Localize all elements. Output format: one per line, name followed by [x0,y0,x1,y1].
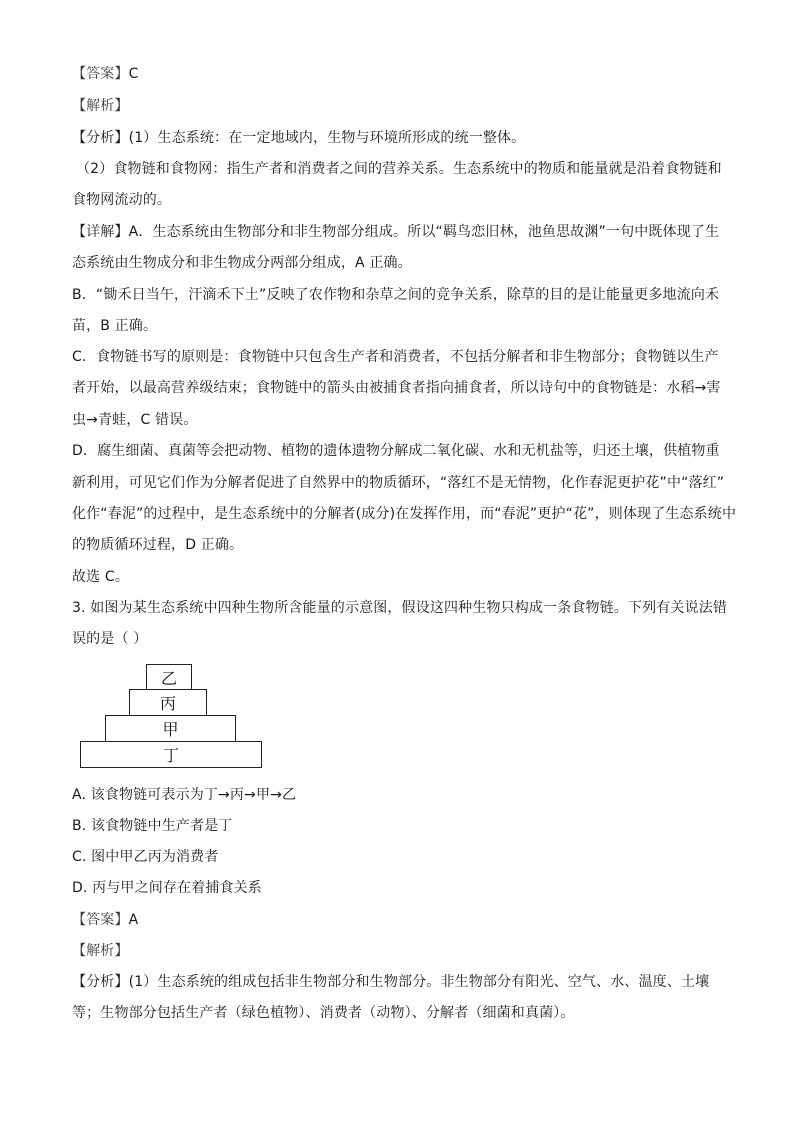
analysis-line: 【分析】(1）生态系统的组成包括非生物部分和生物部分。非生物部分有阳光、空气、水、温度、土壤 [72,974,710,990]
analysis-line: 苗，B 正确。 [72,318,158,334]
analysis-line: 【分析】(1）生态系统：在一定地域内，生物与环境所形成的统一整体。 [72,130,526,146]
analysis-line: 者开始，以最高营养级结束；食物链中的箭头由被捕食者指向捕食者，所以诗句中的食物链是：水稻→害 [72,380,721,396]
analysis-line: 的物质循环过程，D 正确。 [72,537,244,553]
pyramid-level-top: 乙 [146,664,192,690]
analysis-line: 食物网流动的。 [72,192,172,208]
question-stem: 3. 如图为某生态系统中四种生物所含能量的示意图，假设这四种生物只构成一条食物链。下列有关说法错 [72,600,728,616]
answer-tag: 【答案】 [72,912,129,928]
analysis-line: 新利用，可见它们作为分解者促进了自然界中的物质循环，“落红不是无情物，化作春泥更护花”中“落红” [72,475,725,491]
analysis-line: （2）食物链和食物网：指生产者和消费者之间的营养关系。生态系统中的物质和能量就是沿着食物链和 [76,161,722,177]
pyramid-level-second: 丙 [129,689,207,716]
analysis-line: 故选 C。 [72,569,129,585]
q2-answer-line [72,64,139,84]
analysis-line: B．“锄禾日当午，汗滴禾下土”反映了农作物和杂草之间的竞争关系，除草的目的是让能量更多地流向禾 [72,287,720,303]
option-d: D. 丙与甲之间存在着捕食关系 [72,880,262,896]
analysis-line: 等；生物部分包括生产者（绿色植物）、消费者（动物）、分解者（细菌和真菌）。 [72,1005,575,1021]
option-a: A. 该食物链可表示为丁→丙→甲→乙 [72,787,297,803]
analysis-heading: 【解析】 [72,943,129,959]
analysis-line: 化作“春泥”的过程中，是生态系统中的分解者(成分)在发挥作用，而“春泥”更护“花”，则体现了生态系统中 [72,506,737,522]
analysis-line: 虫→青蛙，C 错误。 [72,412,198,428]
answer-value: C [128,66,139,82]
analysis-line: C．食物链书写的原则是：食物链中只包含生产者和消费者，不包括分解者和非生物部分；食物链以生产 [72,349,719,365]
q3-answer-line [72,910,138,930]
pyramid-level-base: 丁 [80,741,262,768]
answer-tag: 【答案】 [72,66,129,82]
question-stem: 误的是（ ） [72,631,148,647]
analysis-line: 态系统由生物成分和非生物成分两部分组成，A 正确。 [72,255,412,271]
analysis-line: D．腐生细菌、真菌等会把动物、植物的遗体遗物分解成二氧化碳、水和无机盐等，归还土壤，供植物重 [72,443,720,459]
analysis-heading: 【解析】 [72,98,129,114]
option-c: C. 图中甲乙丙为消费者 [72,849,219,865]
option-b: B. 该食物链中生产者是丁 [72,818,233,834]
analysis-line: 【详解】A．生态系统由生物部分和非生物部分组成。所以“羁鸟恋旧林，池鱼思故渊”一句中既体现了生 [72,224,720,240]
answer-value: A [128,912,139,928]
pyramid-level-third: 甲 [105,715,236,742]
